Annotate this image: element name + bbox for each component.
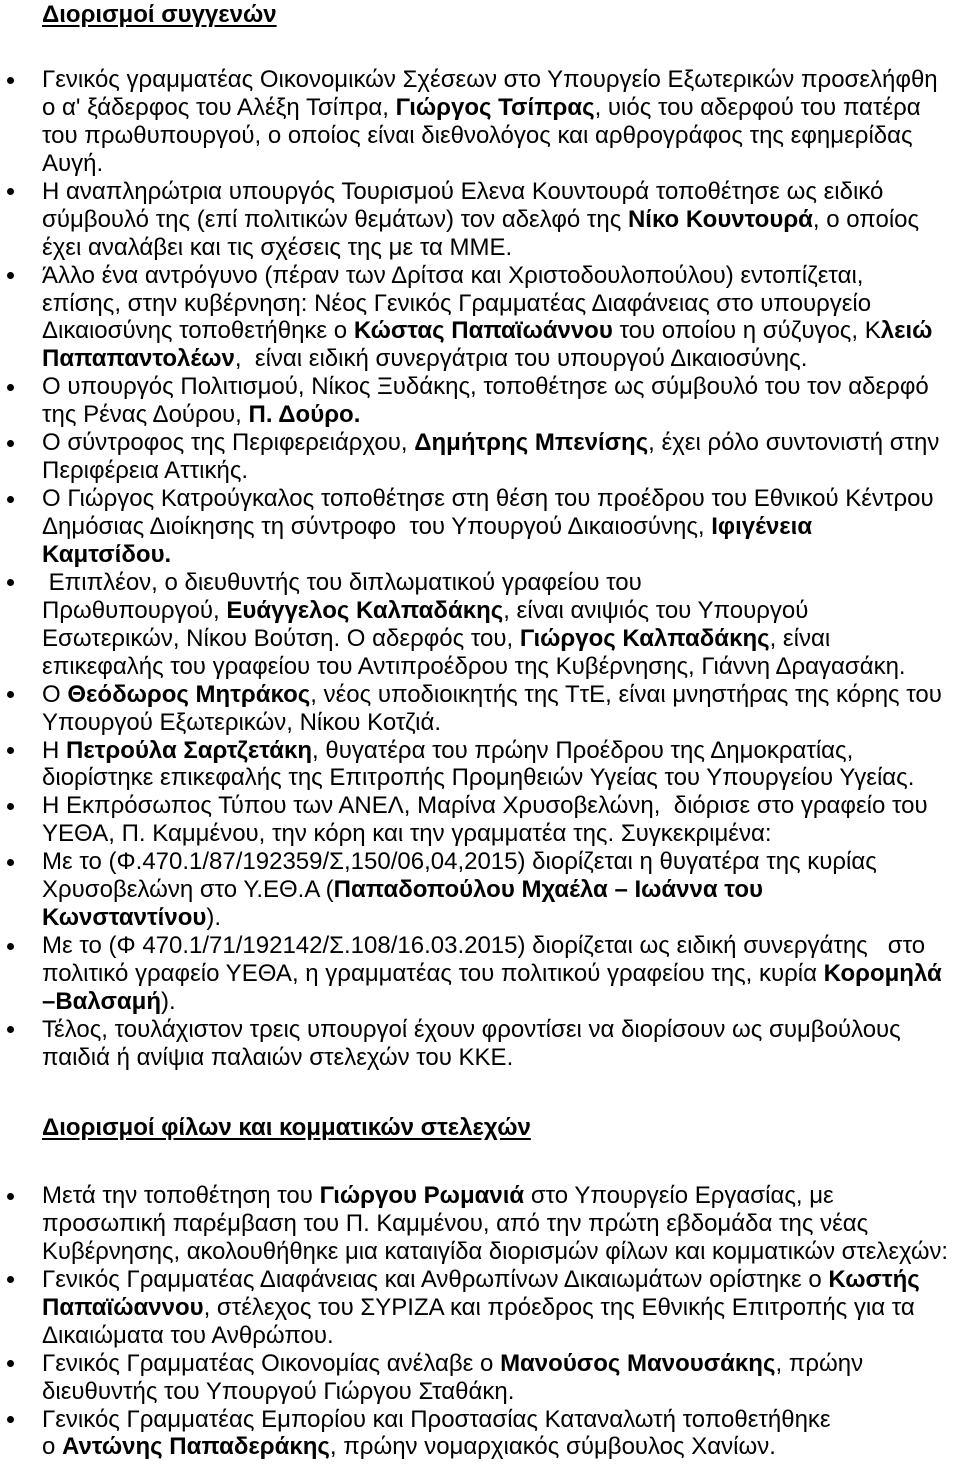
text: Γενικός γραμματέας Οικονομικών Σχέσεων στο Υπουργείο Εξωτερικών προσελήφθη: [42, 66, 938, 93]
list-item: [42, 1350, 952, 1406]
text: πολιτικό γραφείο ΥΕΘΑ, η γραμματέας του πολιτικού γραφείου της, κυρία: [42, 960, 824, 987]
list-item: [42, 681, 952, 737]
text-line: [42, 764, 914, 792]
text-line: [42, 597, 808, 625]
text: διευθυντής του Υπουργού Γιώργου Σταθάκη.: [42, 1377, 515, 1405]
bullet-icon: [7, 440, 14, 447]
bullet-icon: [7, 272, 14, 279]
list-item: [42, 1016, 952, 1072]
bullet-icon: [7, 1026, 14, 1033]
relatives-appointments-list: [42, 66, 952, 1072]
bold-text: Κώστας Παπαϊωάννου: [353, 317, 613, 345]
text-line: [42, 1322, 334, 1350]
bullet-icon: [7, 747, 14, 754]
list-item: [42, 848, 952, 932]
list-item: [42, 1406, 952, 1462]
text-line: [42, 94, 921, 122]
list-item: [42, 1182, 952, 1266]
text-line: [42, 541, 171, 569]
list-item: [42, 569, 952, 681]
bold-text: –Βαλσαμή: [42, 987, 162, 1015]
text-line: [42, 401, 360, 429]
text-line: [42, 960, 942, 988]
text-line: [42, 904, 221, 932]
bold-text: Κωνσταντίνου: [42, 904, 207, 932]
text: Ο Γιώργος Κατρούγκαλος τοποθέτησε στη θέση του προέδρου του Εθνικού Κέντρου: [42, 485, 934, 513]
text: , πρώην: [775, 1349, 864, 1377]
text: Γενικός Γραμματέας Διαφάνειας και Ανθρωπίνων Δικαιωμάτων ορίστηκε ο: [42, 1265, 829, 1293]
text-line: [42, 681, 942, 709]
bold-text: Μανούσος Μανουσάκης: [500, 1349, 776, 1377]
section-heading-relatives: Διορισμοί συγγενών: [42, 1, 277, 28]
bold-text: Κορομηλά: [823, 960, 942, 987]
text: , έχει ρόλο συντονιστή στην: [648, 429, 940, 457]
text-line: [42, 1182, 834, 1210]
text: , πρώην νομαρχιακός σύμβουλος Χανίων.: [329, 1433, 776, 1461]
text: , υιός του αδερφού του πατέρα: [594, 93, 921, 121]
list-item: [42, 66, 952, 178]
list-item: [42, 737, 952, 793]
text-line: [42, 1294, 915, 1322]
text: Υπουργού Εξωτερικών, Νίκου Κοτζιά.: [42, 708, 441, 736]
text-line: [42, 1406, 831, 1434]
text: έχει αναλάβει και τις σχέσεις της με τα ΜΜΕ.: [42, 233, 513, 261]
text: Χρυσοβελώνη στο Υ.ΕΘ.Α (: [42, 876, 334, 904]
bullet-icon: [7, 384, 14, 391]
text: Επιπλέον, ο διευθυντής του διπλωματικού γραφείου του: [42, 568, 642, 596]
text: ΥΕΘΑ, Π. Καμμένου, την κόρη και την γραμματέα της. Συγκεκριμένα:: [42, 820, 772, 848]
text-line: [42, 1378, 514, 1406]
friends-party-appointments-list: [42, 1182, 952, 1461]
text-line: [42, 234, 512, 262]
text: , είναι ανιψιός του Υπουργού: [503, 596, 809, 624]
bold-text: Παπαδοπούλου Μχαέλα – Ιωάννα του: [333, 876, 763, 904]
text-line: [42, 429, 939, 457]
bold-text: Νίκο Κουντουρά: [627, 205, 813, 233]
text: Ο σύντροφος της Περιφερειάρχου,: [42, 429, 415, 457]
text: Η: [42, 736, 66, 764]
text: Περιφέρεια Αττικής.: [42, 457, 249, 485]
text: Ο υπουργός Πολιτισμού, Νίκος Ξυδάκης, τοποθέτησε ως σύμβουλό του τον αδερφό: [42, 373, 929, 401]
text-line: [42, 653, 906, 681]
text-line: [42, 709, 441, 737]
bullet-icon: [7, 77, 14, 84]
bullet-icon: [7, 691, 14, 698]
text: επικεφαλής του γραφείου του Αντιπροέδρου της Κυβέρνησης, Γιάννη Δραγασάκη.: [42, 652, 906, 680]
text: ο α' ξάδερφος του Αλέξη Τσίπρα,: [42, 93, 396, 121]
text-line: [42, 206, 919, 234]
text-line: [42, 848, 877, 876]
text-line: [42, 345, 807, 373]
text-line: [42, 317, 932, 345]
text: της Ρένας Δούρου,: [42, 401, 249, 429]
list-item: [42, 373, 952, 429]
text: , ο οποίος: [812, 205, 920, 233]
list-item: [42, 429, 952, 485]
text: Αυγή.: [42, 149, 104, 177]
bold-text: Παπαπαντολέων: [42, 345, 235, 373]
text-line: [42, 457, 248, 485]
bullet-icon: [7, 1360, 14, 1367]
text: Τέλος, τουλάχιστον τρεις υπουργοί έχουν φροντίσει να διορίσουν ως συμβούλους: [42, 1015, 901, 1043]
text: σύμβουλό της (επί πολιτικών θεμάτων) τον αδελφό της: [42, 205, 628, 233]
bold-text: Κωστής: [828, 1265, 920, 1293]
bold-text: Ιφιγένεια: [711, 513, 813, 540]
text-line: [42, 1266, 920, 1294]
list-item: [42, 1266, 952, 1350]
bold-text: Δημήτρης Μπενίσης: [414, 429, 649, 457]
text: ).: [206, 904, 221, 932]
text-line: [42, 820, 772, 848]
bullet-icon: [7, 1193, 14, 1200]
text: Δημόσιας Διοίκησης τη σύντροφο του Υπουργού Δικαιοσύνης,: [42, 513, 712, 540]
text-line: [42, 737, 853, 765]
text-line: [42, 932, 925, 960]
text-line: [42, 876, 763, 904]
text: προσωπική παρέμβαση του Π. Καμμένου, από την πρώτη εβδομάδα της νέας: [42, 1209, 869, 1237]
text-line: [42, 569, 642, 597]
bold-text: Παπαϊώαννου: [42, 1293, 204, 1321]
text: , στέλεχος του ΣΥΡΙΖΑ και πρόεδρος της Εθνικής Επιτροπής για τα: [203, 1293, 915, 1321]
bold-text: Γιώργος Τσίπρας: [395, 93, 595, 121]
text: Μετά την τοποθέτηση του: [42, 1182, 320, 1209]
text: Η αναπληρώτρια υπουργός Τουρισμού Ελενα Κουντουρά τοποθέτησε ως ειδικό: [42, 177, 884, 205]
text-line: [42, 513, 812, 541]
bold-text: Καμτσίδου.: [42, 540, 172, 568]
text-line: [42, 1210, 868, 1238]
text: διορίστηκε επικεφαλής της Επιτροπής Προμηθειών Υγείας του Υπουργείου Υγείας.: [42, 764, 915, 792]
text-line: [42, 1016, 901, 1044]
text: , είναι: [769, 624, 831, 652]
text-line: [42, 66, 938, 94]
bullet-icon: [7, 1416, 14, 1423]
bold-text: Αντώνης Παπαδεράκης: [62, 1433, 330, 1461]
text: Δικαιοσύνης τοποθετήθηκε ο: [42, 317, 354, 345]
text-line: [42, 485, 934, 513]
text: Ο: [42, 680, 68, 708]
text-line: [42, 625, 830, 653]
bullet-icon: [7, 803, 14, 810]
bold-text: Γιώργος Καλπαδάκης: [519, 624, 770, 652]
text: Γενικός Γραμματέας Εμπορίου και Προστασίας Καταναλωτή τοποθετήθηκε: [42, 1405, 831, 1433]
bold-text: Ευάγγελος Καλπαδάκης: [226, 596, 504, 624]
text-line: [42, 1350, 863, 1378]
text-line: [42, 262, 863, 290]
bold-text: Θεόδωρος Μητράκος: [67, 680, 311, 708]
bullet-icon: [7, 943, 14, 950]
section-heading-friends-party: Διορισμοί φίλων και κομματικών στελεχών: [42, 1114, 531, 1141]
list-item: [42, 262, 952, 374]
text: του πρωθυπουργού, ο οποίος είναι διεθνολόγος και αρθρογράφος της εφημερίδας: [42, 121, 913, 149]
text: του οποίου η σύζυγος, Κ: [612, 317, 881, 345]
text-line: [42, 792, 928, 820]
text: Με το (Φ.470.1/87/192359/Σ,150/06,04,2015) διορίζεται η θυγατέρα της κυρίας: [42, 848, 877, 876]
text-line: [42, 150, 103, 178]
text: Άλλο ένα αντρόγυνο (πέραν των Δρίτσα και Χριστοδουλοπούλου) εντοπίζεται,: [42, 261, 864, 289]
text: Δικαιώματα του Ανθρώπου.: [42, 1321, 334, 1349]
text: στο Υπουργείο Εργασίας, με: [524, 1182, 834, 1209]
list-item: [42, 792, 952, 848]
text: επίσης, στην κυβέρνηση: Νέος Γενικός Γραμματέας Διαφάνειας στο υπουργείο: [42, 289, 872, 317]
text: Κυβέρνησης, ακολουθήθηκε μια καταιγίδα διορισμών φίλων και κομματικών στελεχών:: [42, 1237, 948, 1265]
bold-text: λειώ: [880, 317, 933, 345]
bullet-icon: [7, 496, 14, 503]
text: , θυγατέρα του πρώην Προέδρου της Δημοκρατίας,: [312, 736, 854, 764]
text: Η Εκπρόσωπος Τύπου των ΑΝΕΛ, Μαρίνα Χρυσοβελώνη, διόρισε στο γραφείο του: [42, 792, 928, 820]
bullet-icon: [7, 859, 14, 866]
bullet-icon: [7, 188, 14, 195]
text-line: [42, 1433, 776, 1461]
list-item: [42, 178, 952, 262]
bold-text: Πετρούλα Σαρτζετάκη: [66, 736, 313, 764]
text: ο: [42, 1433, 63, 1461]
text: Με το (Φ 470.1/71/192142/Σ.108/16.03.2015) διορίζεται ως ειδική συνεργάτης στο: [42, 932, 926, 960]
text: Πρωθυπουργού,: [42, 596, 227, 624]
text-line: [42, 290, 871, 318]
text-line: [42, 1238, 948, 1266]
text: παιδιά ή ανίψια παλαιών στελεχών του ΚΚΕ.: [42, 1043, 514, 1071]
text: ).: [161, 987, 176, 1015]
list-item: [42, 932, 952, 1016]
list-item: [42, 485, 952, 569]
text-line: [42, 178, 883, 206]
text: Εσωτερικών, Νίκου Βούτση. Ο αδερφός του,: [42, 624, 520, 652]
text-line: [42, 1044, 513, 1072]
text: , νέος υποδιοικητής της ΤτΕ, είναι μνηστήρας της κόρης του: [310, 680, 942, 708]
text-line: [42, 373, 929, 401]
text-line: [42, 122, 913, 150]
text: , είναι ειδική συνεργάτρια του υπουργού Δικαιοσύνης.: [234, 345, 808, 373]
bold-text: Γιώργου Ρωμανιά: [319, 1182, 525, 1209]
bold-text: Π. Δούρο.: [248, 401, 361, 429]
bullet-icon: [7, 579, 14, 586]
text-line: [42, 988, 176, 1016]
text: Γενικός Γραμματέας Οικονομίας ανέλαβε ο: [42, 1349, 501, 1377]
bullet-icon: [7, 1276, 14, 1283]
